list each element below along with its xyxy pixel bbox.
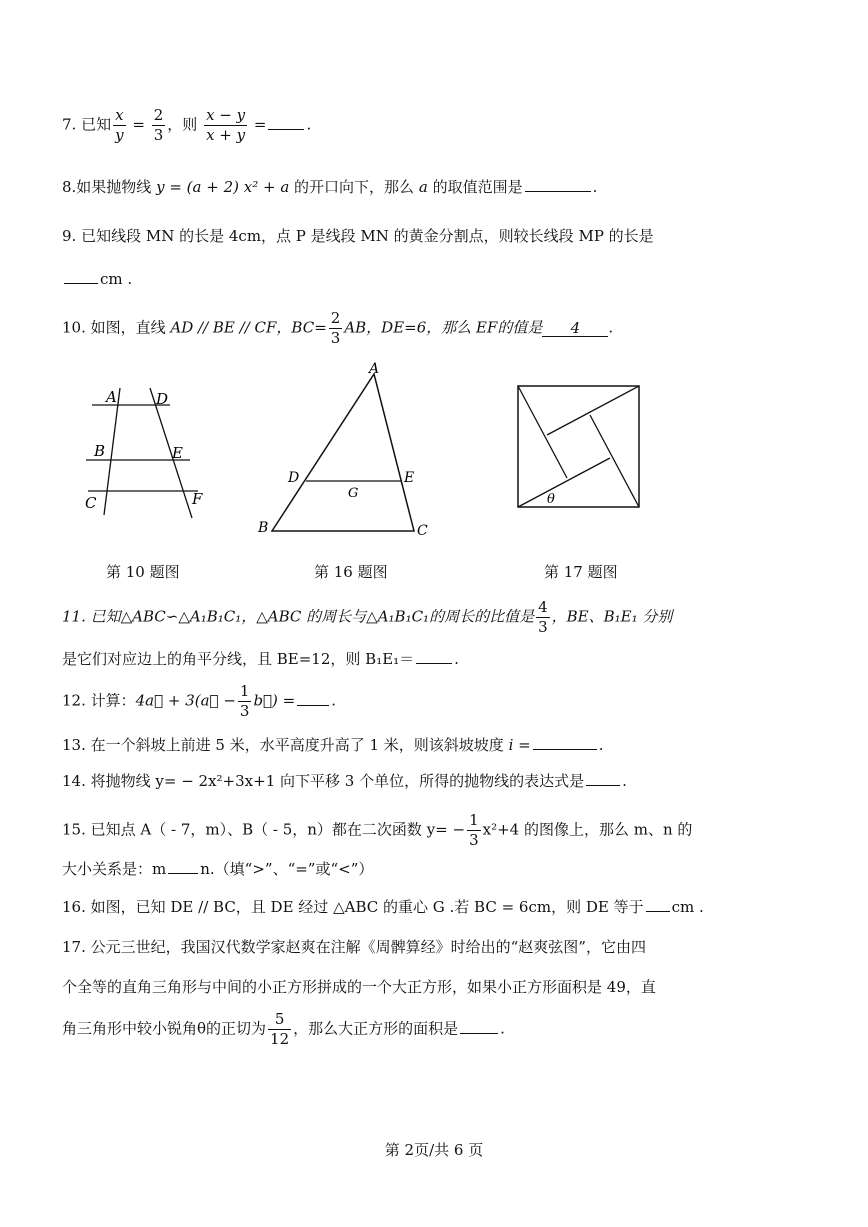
figure-17-caption: 第 17 题图	[544, 563, 618, 581]
question-14: 14. 将抛物线 y= − 2x²+3x+1 向下平移 3 个单位，所得的抛物线的表达式是 .	[62, 772, 627, 790]
label-G: G	[348, 486, 359, 501]
fraction-xmy-over-xpy: $\frac{x - y}{x + y}$	[206, 106, 246, 144]
label-A: A	[369, 361, 380, 377]
question-17-line-3: 角三角形中较小锐角θ的正切为 $\frac{5}{12}$ ，那么大正方形的面积是 .	[62, 1010, 505, 1048]
fraction-1-over-3: $\frac{1}{3}$	[239, 682, 250, 720]
question-16: 16. 如图，已知 DE // BC，且 DE 经过 △ABC 的重心 G .若 BC = 6cm，则 DE 等于 cm .	[62, 898, 704, 916]
question-9-line-2: cm .	[62, 272, 132, 287]
figure-10	[80, 380, 220, 525]
fraction-2-over-3: $\frac{2}{3}$	[330, 309, 341, 347]
theta-label: θ	[547, 492, 555, 507]
answer-blank	[525, 190, 591, 192]
question-17: 17. 公元三世纪，我国汉代数学家赵爽在注解《周髀算经》时给出的“赵爽弦图”，它由四	[62, 938, 646, 956]
fraction-1-over-3: $\frac{1}{3}$	[469, 811, 479, 849]
question-12: 12. 计算：4a⃗ + 3(a⃗ − $\frac{1}{3}$ b⃗) = .	[62, 682, 337, 720]
label-D: D	[288, 470, 300, 486]
answer-blank	[646, 910, 670, 912]
question-17-line-2: 个全等的直角三角形与中间的小正方形拼成的一个大正方形，如果小正方形面积是 49，直	[62, 978, 656, 996]
answer-blank	[64, 282, 98, 284]
question-11-line-2: 是它们对应边上的角平分线，且 BE=12，则 B₁E₁＝ .	[62, 650, 459, 668]
answer-blank	[416, 662, 452, 664]
answer-blank	[586, 784, 620, 786]
question-11: 11. 已知△ABC∽△A₁B₁C₁，△ABC 的周长与△A₁B₁C₁的周长的比值是 $\frac{4}{3}$ ，BE、B₁E₁ 分别	[62, 598, 673, 636]
question-7: 7. 已知 $\frac{x}{y}$ = $\frac{2}{3}$ ，则 $\frac{x - y}{x + y}$ = .	[62, 106, 312, 144]
label-B: B	[94, 442, 106, 460]
question-9: 9. 已知线段 MN 的长是 4cm，点 P 是线段 MN 的黄金分割点，则较长线段 MP 的长是	[62, 227, 654, 245]
label-C: C	[417, 523, 428, 539]
parabola-formula: y = (a + 2) x² + a	[156, 178, 290, 196]
page-footer: 第 2页/共 6 页	[384, 1141, 484, 1159]
answer-blank	[297, 704, 329, 706]
label-E: E	[404, 470, 415, 486]
fraction-5-over-12: $\frac{5}{12}$	[270, 1010, 290, 1048]
figure-17	[515, 383, 643, 511]
answer-blank	[168, 872, 198, 874]
figure-10-caption: 第 10 题图	[106, 563, 180, 581]
question-8: 8.如果抛物线 y = (a + 2) x² + a 的开口向下，那么 a 的取值范围是 .	[62, 178, 598, 196]
label-C: C	[85, 494, 97, 512]
answer-blank	[460, 1032, 498, 1034]
fraction-2-over-3: $\frac{2}{3}$	[153, 106, 164, 144]
answer-handwritten: 4	[542, 321, 608, 337]
label-D: D	[156, 390, 169, 408]
label-E: E	[172, 444, 183, 462]
fraction-x-over-y: $\frac{x}{y}$	[115, 106, 124, 144]
label-A: A	[106, 388, 117, 406]
question-15: 15. 已知点 A（ - 7，m）、B（ - 5，n）都在二次函数 y= − $\frac{1}{3}$ x²+4 的图像上，那么 m、n 的	[62, 811, 693, 849]
question-13: 13. 在一个斜坡上前进 5 米，水平高度升高了 1 米，则该斜坡坡度 i = .	[62, 736, 604, 754]
answer-blank	[268, 128, 304, 130]
figure-16-caption: 第 16 题图	[314, 563, 388, 581]
fraction-4-over-3: $\frac{4}{3}$	[538, 598, 548, 636]
answer-blank	[533, 748, 597, 750]
label-F: F	[192, 490, 203, 508]
question-10: 10. 如图，直线 AD // BE // CF，BC= $\frac{2}{3}$ AB，DE=6，那么 EF的值是 4 .	[62, 309, 614, 347]
figure-16	[252, 360, 442, 540]
label-B: B	[258, 520, 269, 536]
question-15-line-2: 大小关系是：m n.（填“>”、“=”或“<”）	[62, 860, 374, 878]
